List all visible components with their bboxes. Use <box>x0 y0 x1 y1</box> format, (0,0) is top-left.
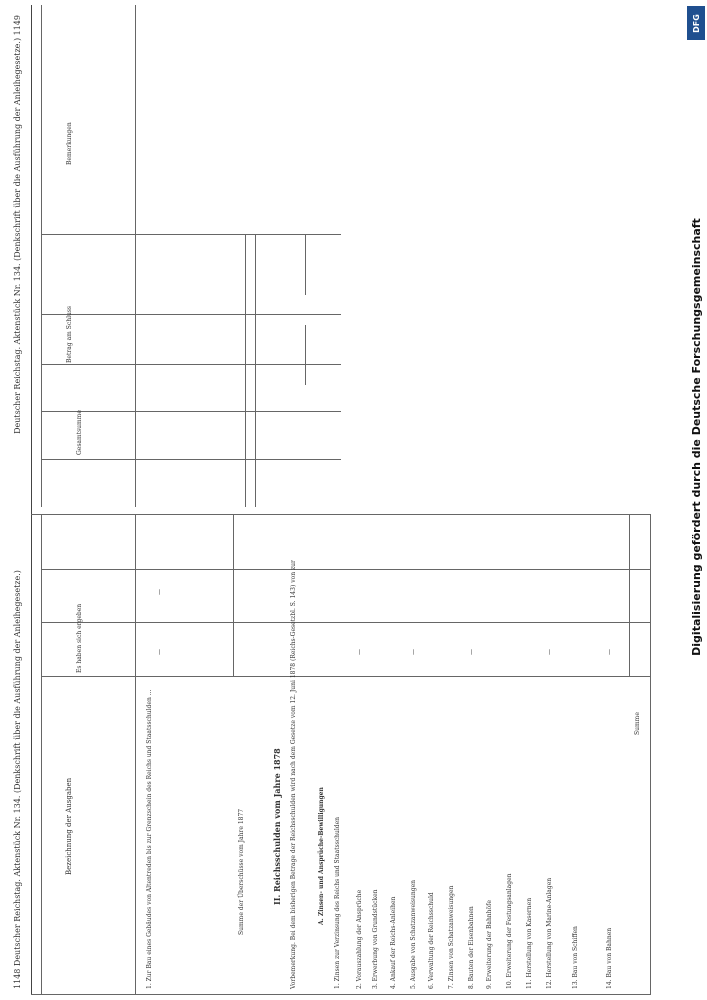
column-header-result: Es haben sich ergeben <box>76 603 83 673</box>
list-item: 10. Erweiterung der Festungsanlagen <box>506 873 513 989</box>
list-item: 9. Erweiterung der Bahnhöfe <box>486 900 493 989</box>
scanned-page <box>5 5 680 995</box>
dfg-logo: DFG <box>687 6 705 40</box>
intro-text: Vorbemerkung. Bei dem bisherigen Betrage der Reichsschulden wird nach dem Gesetze vom 12. Juni 1878 (Reichs-Gesetzbl. S. 143) von zur <box>290 560 297 989</box>
total-row-label: Summe der Überschüsse vom Jahre 1877 <box>238 808 245 935</box>
list-item: 8. Bauten der Eisenbahnen <box>468 906 475 989</box>
running-head-right: Deutscher Reichstag. Aktenstück Nr. 134. (Denkschrift über die Ausführung der Anleihegesetze.) 1149 <box>13 15 22 434</box>
list-item: 2. Vorauszahlung der Ansprüche <box>356 889 363 989</box>
running-head <box>13 5 27 995</box>
list-item: 1. Zinsen zur Verzinsung des Reichs und Staatsschulden <box>334 816 341 989</box>
list-item: 5. Ausgabe von Schatzanweisungen <box>410 880 417 989</box>
list-item: 12. Herstellung von Marine-Anlagen <box>546 877 553 989</box>
section-title: II. Reichsschulden vom Jahre 1878 <box>272 748 282 905</box>
running-head-left: 1148 Deutscher Reichstag. Aktenstück Nr. 134. (Denkschrift über die Ausführung der Anleihegesetze.) <box>13 570 22 989</box>
list-item: 11. Herstellung von Kasernen <box>526 897 533 989</box>
column-header-total: Gesamtsumme <box>76 410 83 455</box>
list-item: 6. Verwaltung der Reichsschuld <box>428 892 435 989</box>
list-item: 7. Zinsen von Schatzanweisungen <box>448 885 455 989</box>
list-item: 4. Ankauf der Reichs-Anleihen <box>390 896 397 989</box>
column-header-closing: Betrag am Schluss <box>66 305 73 363</box>
item-label: 1. Zur Bau eines Gebäudes von Altentreden bis zur Grenzschein des Reichs und Staatsschulden ... <box>146 689 153 989</box>
column-header-designation: Bezeichnung der Ausgaben <box>65 777 73 875</box>
column-header-remarks: Bemerkungen <box>66 122 73 165</box>
list-item: 13. Bau von Schiffen <box>572 926 579 989</box>
rotated-table-page: 1148 Deutscher Reichstag. Aktenstück Nr. 134. (Denkschrift über die Ausführung der Anleihegesetze.) Deutscher Reichstag. Aktenstück Nr. 134. (Denkschrift über die Ausführung der Anleihegesetze.) 1149 Bezeichnung der Ausgaben Es haben sich ergeben Gesamtsumme Betrag am Schluss Bemerkungen 1. Zur Bau eines Gebäudes von Altentreden bis zur Grenzschein des Reichs und Staatsschulden ... Summe der Überschüsse vom Jahre 1877 II. Reichsschulden vom Jahre 1878 Vorbemerkung. Bei dem bisherigen Betrage der Reichsschulden wird nach dem Gesetze vom 12. Juni 1878 (Reichs-Gesetzbl. S. 143) von zur A. Zinsen- und Ansprüche-Bewilligungen 1. Zinsen zur Verzinsung des Reichs und Staatsschulden 2. Vorauszahlung der Ansprüche 3. Erwerbung von Grundstücken 4. Ankauf der Reichs-Anleihen 5. Ausgabe von Schatzanweisungen 6. Verwaltung der Reichsschuld 7. Zinsen von Schatzanweisungen 8. Bauten der Eisenbahnen 9. Erweiterung der Bahnhöfe 10. Erweiterung der Festungsanlagen 11. Herstellung von Kasernen 12. Herstellung von Marine-Anlagen 13. Bau von Schiffen 14. Bau von Bahnen Summe — — — — — — — <box>5 5 680 995</box>
funding-credit: Digitalisierung gefördert durch die Deutsche Forschungsgemeinschaft <box>690 218 703 656</box>
sub-heading: A. Zinsen- und Ansprüche-Bewilligungen <box>318 787 325 925</box>
list-item: 3. Erwerbung von Grundstücken <box>372 889 379 989</box>
list-item: 14. Bau von Bahnen <box>606 927 613 989</box>
total-label: Summe <box>634 712 641 735</box>
